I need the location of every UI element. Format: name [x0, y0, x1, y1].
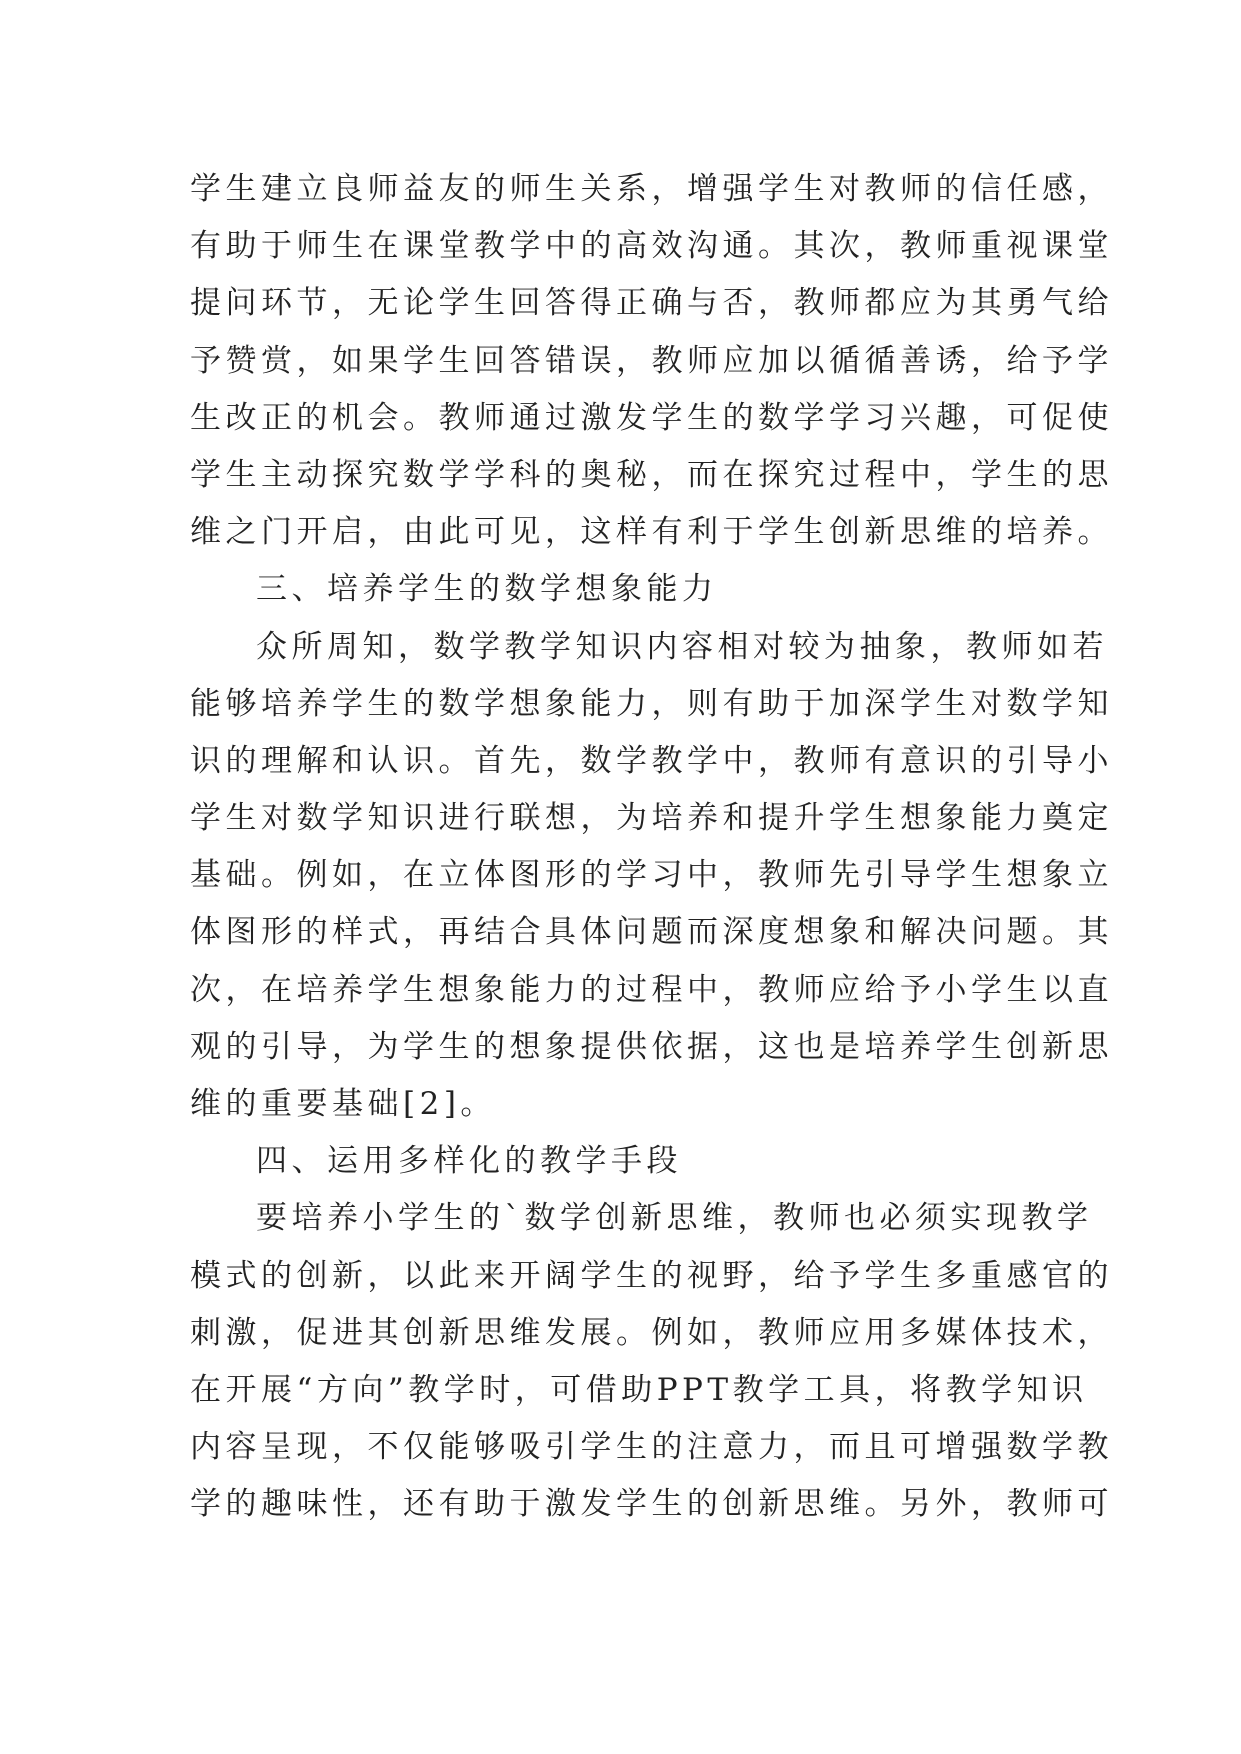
paragraph-line: 提问环节，无论学生回答得正确与否，教师都应为其勇气给 [190, 285, 1113, 322]
paragraph-line: 识的理解和认识。首先，数学教学中，教师有意识的引导小 [190, 742, 1113, 779]
paragraph-line: 基础。例如，在立体图形的学习中，教师先引导学生想象立 [190, 857, 1113, 894]
paragraph-line-indented: 四、运用多样化的教学手段 [256, 1143, 682, 1180]
paragraph-line: 学的趣味性，还有助于激发学生的创新思维。另外，教师可 [190, 1486, 1113, 1523]
paragraph-line: 内容呈现，不仅能够吸引学生的注意力，而且可增强数学教 [190, 1429, 1113, 1466]
paragraph-line: 在开展“方向”教学时，可借助PPT教学工具，将教学知识 [190, 1371, 1088, 1408]
paragraph-line-indented: 众所周知，数学教学知识内容相对较为抽象，教师如若 [256, 628, 1108, 665]
paragraph-line-indented: 要培养小学生的`数学创新思维，教师也必须实现教学 [256, 1200, 1093, 1237]
paragraph-line: 维的重要基础[2]。 [190, 1086, 496, 1122]
paragraph-line: 能够培养学生的数学想象能力，则有助于加深学生对数学知 [190, 685, 1113, 722]
paragraph-line: 模式的创新，以此来开阔学生的视野，给予学生多重感官的 [190, 1257, 1113, 1294]
paragraph-line: 刺激，促进其创新思维发展。例如，教师应用多媒体技术， [190, 1314, 1113, 1351]
paragraph-line: 维之门开启，由此可见，这样有利于学生创新思维的培养。 [190, 514, 1113, 551]
paragraph-line-indented: 三、培养学生的数学想象能力 [256, 571, 718, 608]
paragraph-line: 次，在培养学生想象能力的过程中，教师应给予小学生以直 [190, 971, 1113, 1008]
paragraph-line: 学生对数学知识进行联想，为培养和提升学生想象能力奠定 [190, 800, 1113, 837]
paragraph-line: 生改正的机会。教师通过激发学生的数学学习兴趣，可促使 [190, 399, 1113, 436]
paragraph-line: 观的引导，为学生的想象提供依据，这也是培养学生创新思 [190, 1028, 1113, 1065]
paragraph-line: 体图形的样式，再结合具体问题而深度想象和解决问题。其 [190, 914, 1113, 951]
paragraph-line: 有助于师生在课堂教学中的高效沟通。其次，教师重视课堂 [190, 228, 1113, 265]
paragraph-line: 学生建立良师益友的师生关系，增强学生对教师的信任感， [190, 171, 1113, 207]
paragraph-line: 予赞赏，如果学生回答错误，教师应加以循循善诱，给予学 [190, 342, 1113, 379]
body-text [190, 161, 1113, 1534]
paragraph-line: 学生主动探究数学学科的奥秘，而在探究过程中，学生的思 [190, 456, 1113, 493]
